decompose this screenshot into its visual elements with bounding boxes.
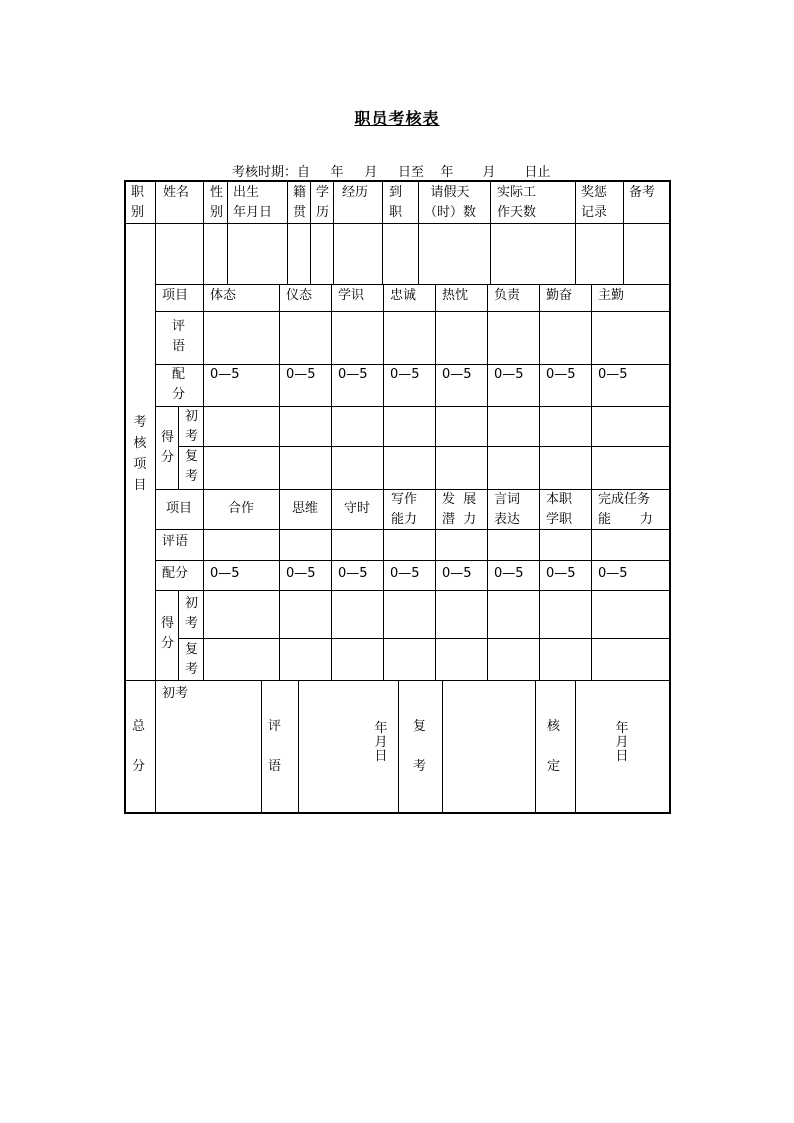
score-range: 0—5	[390, 367, 420, 382]
score-range: 0—5	[442, 566, 472, 581]
item-punctuality: 守时	[344, 501, 371, 516]
item-enthusiasm: 热忱	[442, 288, 469, 303]
score-range: 0—5	[546, 566, 576, 581]
section1-second-exam-label: 复 考	[185, 449, 199, 484]
score-range: 0—5	[286, 367, 316, 382]
score-range: 0—5	[210, 367, 240, 382]
section2-score-label: 配分	[162, 566, 189, 581]
header-position: 职 别	[131, 185, 145, 220]
header-reward-record: 奖惩 记录	[581, 185, 608, 220]
total-date-1: 年月日	[374, 721, 388, 764]
section2-second-exam-label: 复 考	[185, 642, 199, 677]
item-thinking: 思维	[292, 501, 319, 516]
assessment-form	[124, 180, 671, 814]
header-native-place: 籍 贯	[293, 185, 307, 220]
section2-first-exam-label: 初 考	[185, 596, 199, 631]
total-comment-label: 评 语	[268, 719, 282, 774]
header-name: 姓名	[163, 185, 190, 200]
score-range: 0—5	[494, 367, 524, 382]
score-range: 0—5	[442, 367, 472, 382]
total-first-exam-label: 初考	[162, 686, 189, 701]
header-leave-days: 请假天 （时）数	[424, 185, 477, 220]
item-posture: 体态	[210, 288, 237, 303]
item-cooperation: 合作	[228, 501, 255, 516]
section1-score-label: 配 分	[172, 367, 186, 402]
score-range: 0—5	[598, 566, 628, 581]
header-experience: 经历	[342, 185, 369, 200]
header-gender: 性 别	[210, 185, 224, 220]
score-range: 0—5	[286, 566, 316, 581]
total-approve-label: 核 定	[547, 719, 561, 774]
item-manner: 仪态	[286, 288, 313, 303]
score-range: 0—5	[494, 566, 524, 581]
header-work-days: 实际工 作天数	[497, 185, 537, 220]
section2-got-score-label: 得 分	[161, 616, 175, 651]
item-diligence: 勤奋	[546, 288, 573, 303]
section2-item-label: 项目	[166, 501, 193, 516]
header-education: 学 历	[316, 185, 330, 220]
score-range: 0—5	[338, 367, 368, 382]
score-range: 0—5	[338, 566, 368, 581]
score-range: 0—5	[210, 566, 240, 581]
total-review-label: 复 考	[413, 719, 427, 774]
header-join-date: 到 职	[389, 185, 403, 220]
section2-comment-label: 评语	[162, 534, 189, 549]
section1-got-score-label: 得 分	[161, 430, 175, 465]
item-development-potential: 发 展 潜 力	[442, 492, 477, 527]
item-knowledge: 学识	[338, 288, 365, 303]
score-range: 0—5	[390, 566, 420, 581]
section1-comment-label: 评 语	[172, 319, 186, 354]
item-task-completion: 完成任务 能 力	[598, 492, 653, 527]
header-remark: 备考	[629, 185, 656, 200]
score-range: 0—5	[546, 367, 576, 382]
section1-first-exam-label: 初 考	[185, 409, 199, 444]
item-loyalty: 忠诚	[390, 288, 417, 303]
total-date-2: 年月日	[615, 721, 629, 764]
item-job-knowledge: 本职 学职	[546, 492, 573, 527]
header-birthdate: 出生 年月日	[233, 185, 273, 220]
assessment-period: 考核时期：自 年 月 日至 年 月 日止	[232, 165, 551, 180]
section1-item-label: 项目	[162, 288, 189, 303]
item-initiative: 主勤	[598, 288, 625, 303]
form-title: 职员考核表	[354, 109, 440, 128]
score-range: 0—5	[598, 367, 628, 382]
assessment-items-label: 考 核 项 目	[133, 415, 147, 493]
item-responsibility: 负责	[494, 288, 521, 303]
item-expression: 言词 表达	[494, 492, 521, 527]
total-score-label: 总 分	[132, 719, 146, 774]
item-writing-ability: 写作 能力	[391, 492, 418, 527]
